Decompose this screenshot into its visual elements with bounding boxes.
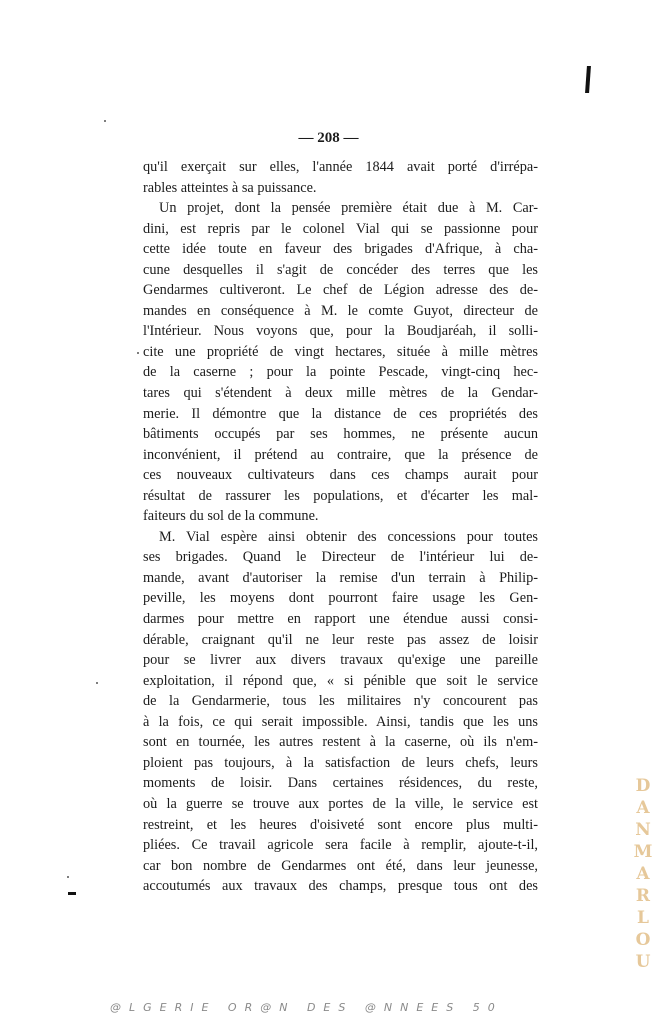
text-line: à la fois, ce qui serait impossible. Ainsi, tandis que les uns xyxy=(143,713,538,730)
text-line: mandes en conséquence à M. le comte Guyot, directeur de xyxy=(143,302,538,319)
watermark-letter: A xyxy=(636,798,650,818)
text-line: exploitation, il répond que, « si pénible que soit le service xyxy=(143,672,538,689)
text-line: résultat de rassurer les populations, et d'écarter les mal- xyxy=(143,487,538,504)
text-line: cune desquelles il s'agit de concéder des terres que les xyxy=(143,261,538,278)
watermark-letter: M xyxy=(633,842,653,862)
text-line: darmes pour mettre en rapport une étendue aussi consi- xyxy=(143,611,538,628)
text-line: accoutumés aux travaux des champs, presque tous ont des xyxy=(143,878,538,895)
text-line: moments de loisir. Dans certaines résidences, du reste, xyxy=(143,775,538,792)
footer-caption: @LGERIE OR@N DES @NNEES 50 xyxy=(110,1001,503,1014)
text-line: où la guerre se trouve aux portes de la ville, le service est xyxy=(143,795,538,812)
text-line: peville, les moyens dont pourront faire usage les Gen- xyxy=(143,590,538,607)
page-edge-mark xyxy=(585,66,591,93)
text-line: cette idée toute en faveur des brigades d'Afrique, à cha- xyxy=(143,241,538,258)
text-line: mande, avant d'autoriser la remise d'un terrain à Philip- xyxy=(143,569,538,586)
watermark-letter: L xyxy=(637,908,649,928)
text-line: tares qui s'étendent à deux mille mètres de la Gendar- xyxy=(143,385,538,402)
text-line: dini, est repris par le colonel Vial qui se passionne pour xyxy=(143,220,538,237)
speck xyxy=(96,682,98,684)
watermark-letter: N xyxy=(635,820,651,840)
text-line: M. Vial espère ainsi obtenir des concessions pour toutes xyxy=(159,528,538,545)
text-line: merie. Il démontre que la distance de ces propriétés des xyxy=(143,405,538,422)
speck xyxy=(104,120,106,122)
text-line: faiteurs du sol de la commune. xyxy=(143,508,319,525)
text-line: qu'il exerçait sur elles, l'année 1844 avait porté d'irrépa- xyxy=(143,159,538,175)
text-line: inconvénient, il prétend au contraire, que la présence de xyxy=(143,446,538,463)
page-number: — 208 — xyxy=(298,130,359,146)
text-line: Un projet, dont la pensée première était due à M. Car- xyxy=(159,200,538,217)
text-line: pliées. Ce travail agricole sera facile à remplir, ajoute-t-il, xyxy=(143,837,538,854)
watermark-letter: R xyxy=(635,886,651,906)
text-line: cite une propriété de vingt hectares, située à mille mètres xyxy=(143,343,538,360)
text-line: pour se livrer aux divers travaux qu'exige une pareille xyxy=(143,652,538,669)
text-line: restreint, et les heures d'oisiveté sont encore plus multi- xyxy=(143,816,538,833)
watermark-letter: O xyxy=(635,930,651,950)
text-line: Gendarmes cultiveront. Le chef de Légion adresse des de- xyxy=(143,282,538,299)
text-line: de la caserne ; pour la pointe Pescade, vingt-cinq hec- xyxy=(143,364,538,381)
margin-mark xyxy=(68,892,76,895)
text-line: sont en tournée, les autres restent à la caserne, où ils n'em- xyxy=(143,734,538,751)
text-line: ploient pas toujours, à la satisfaction de leurs chefs, leurs xyxy=(143,754,538,771)
text-line: ces nouveaux cultivateurs dans ces champs aurait pour xyxy=(143,467,538,484)
text-line: car bon nombre de Gendarmes ont été, dans leur jeunesse, xyxy=(143,857,538,874)
speck xyxy=(137,352,139,354)
speck xyxy=(67,876,69,878)
text-line: de la Gendarmerie, tous les militaires n'y concourent pas xyxy=(143,693,538,710)
watermark-letter: U xyxy=(635,952,651,972)
body-text xyxy=(143,157,538,897)
text-line: bâtiments occupés par ses hommes, ne présente aucun xyxy=(143,426,538,443)
text-line: rables atteintes à sa puissance. xyxy=(143,179,317,196)
text-line: l'Intérieur. Nous voyons que, pour la Boudjaréah, il solli- xyxy=(143,323,538,340)
text-line: dérable, craignant qu'il ne leur reste pas assez de loisir xyxy=(143,631,538,648)
text-line: ses brigades. Quand le Directeur de l'intérieur lui de- xyxy=(143,549,538,566)
watermark-letter: A xyxy=(636,864,650,884)
watermark-letter: D xyxy=(635,776,651,796)
vertical-watermark xyxy=(632,775,654,973)
